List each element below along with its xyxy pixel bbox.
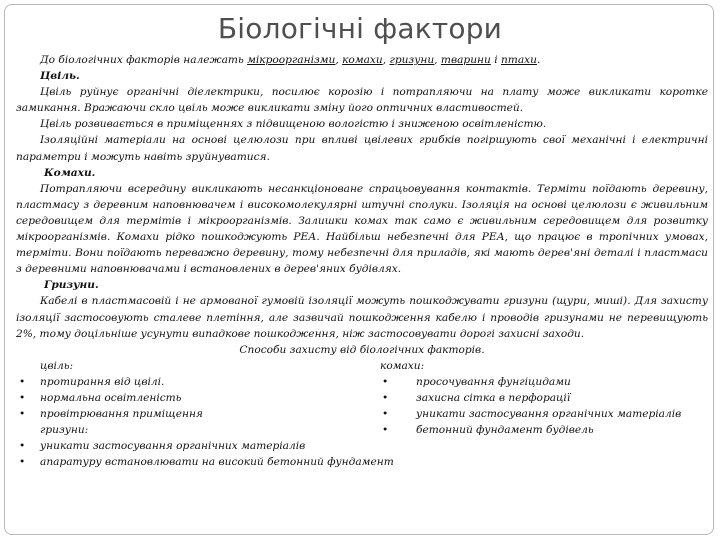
slide-body [16,52,708,470]
list-item-text: апаратуру встановлювати на високий бетонний фундамент [40,456,394,469]
list-item-text: захисна сітка в перфорації [416,391,571,404]
list-item [368,406,708,422]
list-item [16,438,396,454]
mold-paragraph-1: Цвіль руйнує органічні діелектрики, посилює корозію і потрапляючи на плату може викликати коротке замикання. Вражаючи скло цвіль може викликати зміну його оптичних властивостей. [16,86,708,115]
insects-heading: Комахи. [44,166,96,179]
mold-paragraph-3: Ізоляційні матеріали на основі целюлози при впливі цвілевих грибків погіршують свої механічні і електричні параметри і можуть навіть зруйнуватися. [16,134,708,163]
list-item-text: нормальна освітленість [40,391,182,404]
list-item [16,390,396,406]
link-insects[interactable]: комахи [342,54,383,66]
mold-paragraph-2: Цвіль розвивається в приміщеннях з підвищеною вологістю і зниженою освітленістю. [40,118,547,131]
rodents-heading: Гризуни. [44,279,99,292]
bullet-icon: • [382,408,389,421]
bullet-icon: • [382,375,389,388]
intro-end: . [536,54,541,66]
mold-heading: Цвіль. [40,70,80,83]
list-item [16,374,396,390]
list-item-text: протирання від цвілі. [40,375,165,388]
bullet-icon: • [19,375,26,388]
bullet-icon: • [19,408,26,421]
list-item [368,374,708,390]
list-item [16,454,396,470]
mold-label: цвіль: [40,359,74,372]
link-birds[interactable]: птахи [500,54,537,66]
insects-list [368,374,708,438]
intro-separator: , [434,54,441,66]
protection-columns [16,358,708,470]
list-item-text: уникати застосування органічних матеріалів [40,440,306,453]
mold-list [16,374,396,422]
intro-conj: і [490,54,501,66]
intro-separator: , [382,54,390,66]
list-item [368,390,708,406]
list-item-text: уникати застосування органічних матеріалів [416,408,682,421]
list-item-text: провітрювання приміщення [40,408,203,421]
page-title: Біологічні фактори [217,12,503,45]
link-rodents[interactable]: гризуни [389,54,435,66]
list-item-text: бетонний фундамент будівель [416,424,594,437]
list-item [368,422,708,438]
protection-left-column [16,358,396,471]
bullet-icon: • [382,424,389,437]
rodents-list [16,438,396,470]
list-item [16,406,396,422]
bullet-icon: • [19,456,26,469]
list-item-text: просочування фунгіцидами [416,375,571,388]
intro-separator: , [335,54,343,66]
bullet-icon: • [382,391,389,404]
link-microorganisms[interactable]: мікроорганізми [247,54,336,66]
intro-paragraph [16,52,708,68]
bullet-icon: • [19,391,26,404]
link-animals[interactable]: тварини [440,54,491,66]
rodents-paragraph: Кабелі в пластмасовій і не армованої гумовій ізоляції можуть пошкоджувати гризуни (щури, миші). Для захисту ізоляції застосовують сталеве плетіння, але зазвичай пошкодження кабелю і проводів гризунами не перевищують 2%, тому доцільніше усунути випадкове пошкодження, ніж застосовувати дорогі захисні заходи. [16,295,708,340]
intro-lead: До біологічних факторів належать [40,54,248,66]
rodents-label: гризуни: [40,424,89,437]
protection-right-column [368,358,708,438]
bullet-icon: • [19,440,26,453]
protection-title: Способи захисту від біологічних факторів. [239,343,485,356]
insects-label: комахи: [380,359,425,372]
insects-paragraph: Потрапляючи всередину викликають несанкціоноване спрацьовування контактів. Терміти поїдають деревину, пластмасу з деревним наповнювачем і високомолекулярні штучні сполуки. Ізоляція на основі целюлози є живильним середовищем для термітів і мікроорганізмів. Залишки комах так само є живильним середовищем для розвитку мікроорганізмів. Комахи рідко пошкоджують РЕА. Найбільш небезпечні для РЕА, що працює в тропічних умовах, терміти. Вони поїдають переважно деревину, тому небезпечні для приладів, які мають дерев'яні деталі і пластмаси з деревними наповнювачами і встановлених в дерев'яних будівлях. [16,182,708,276]
